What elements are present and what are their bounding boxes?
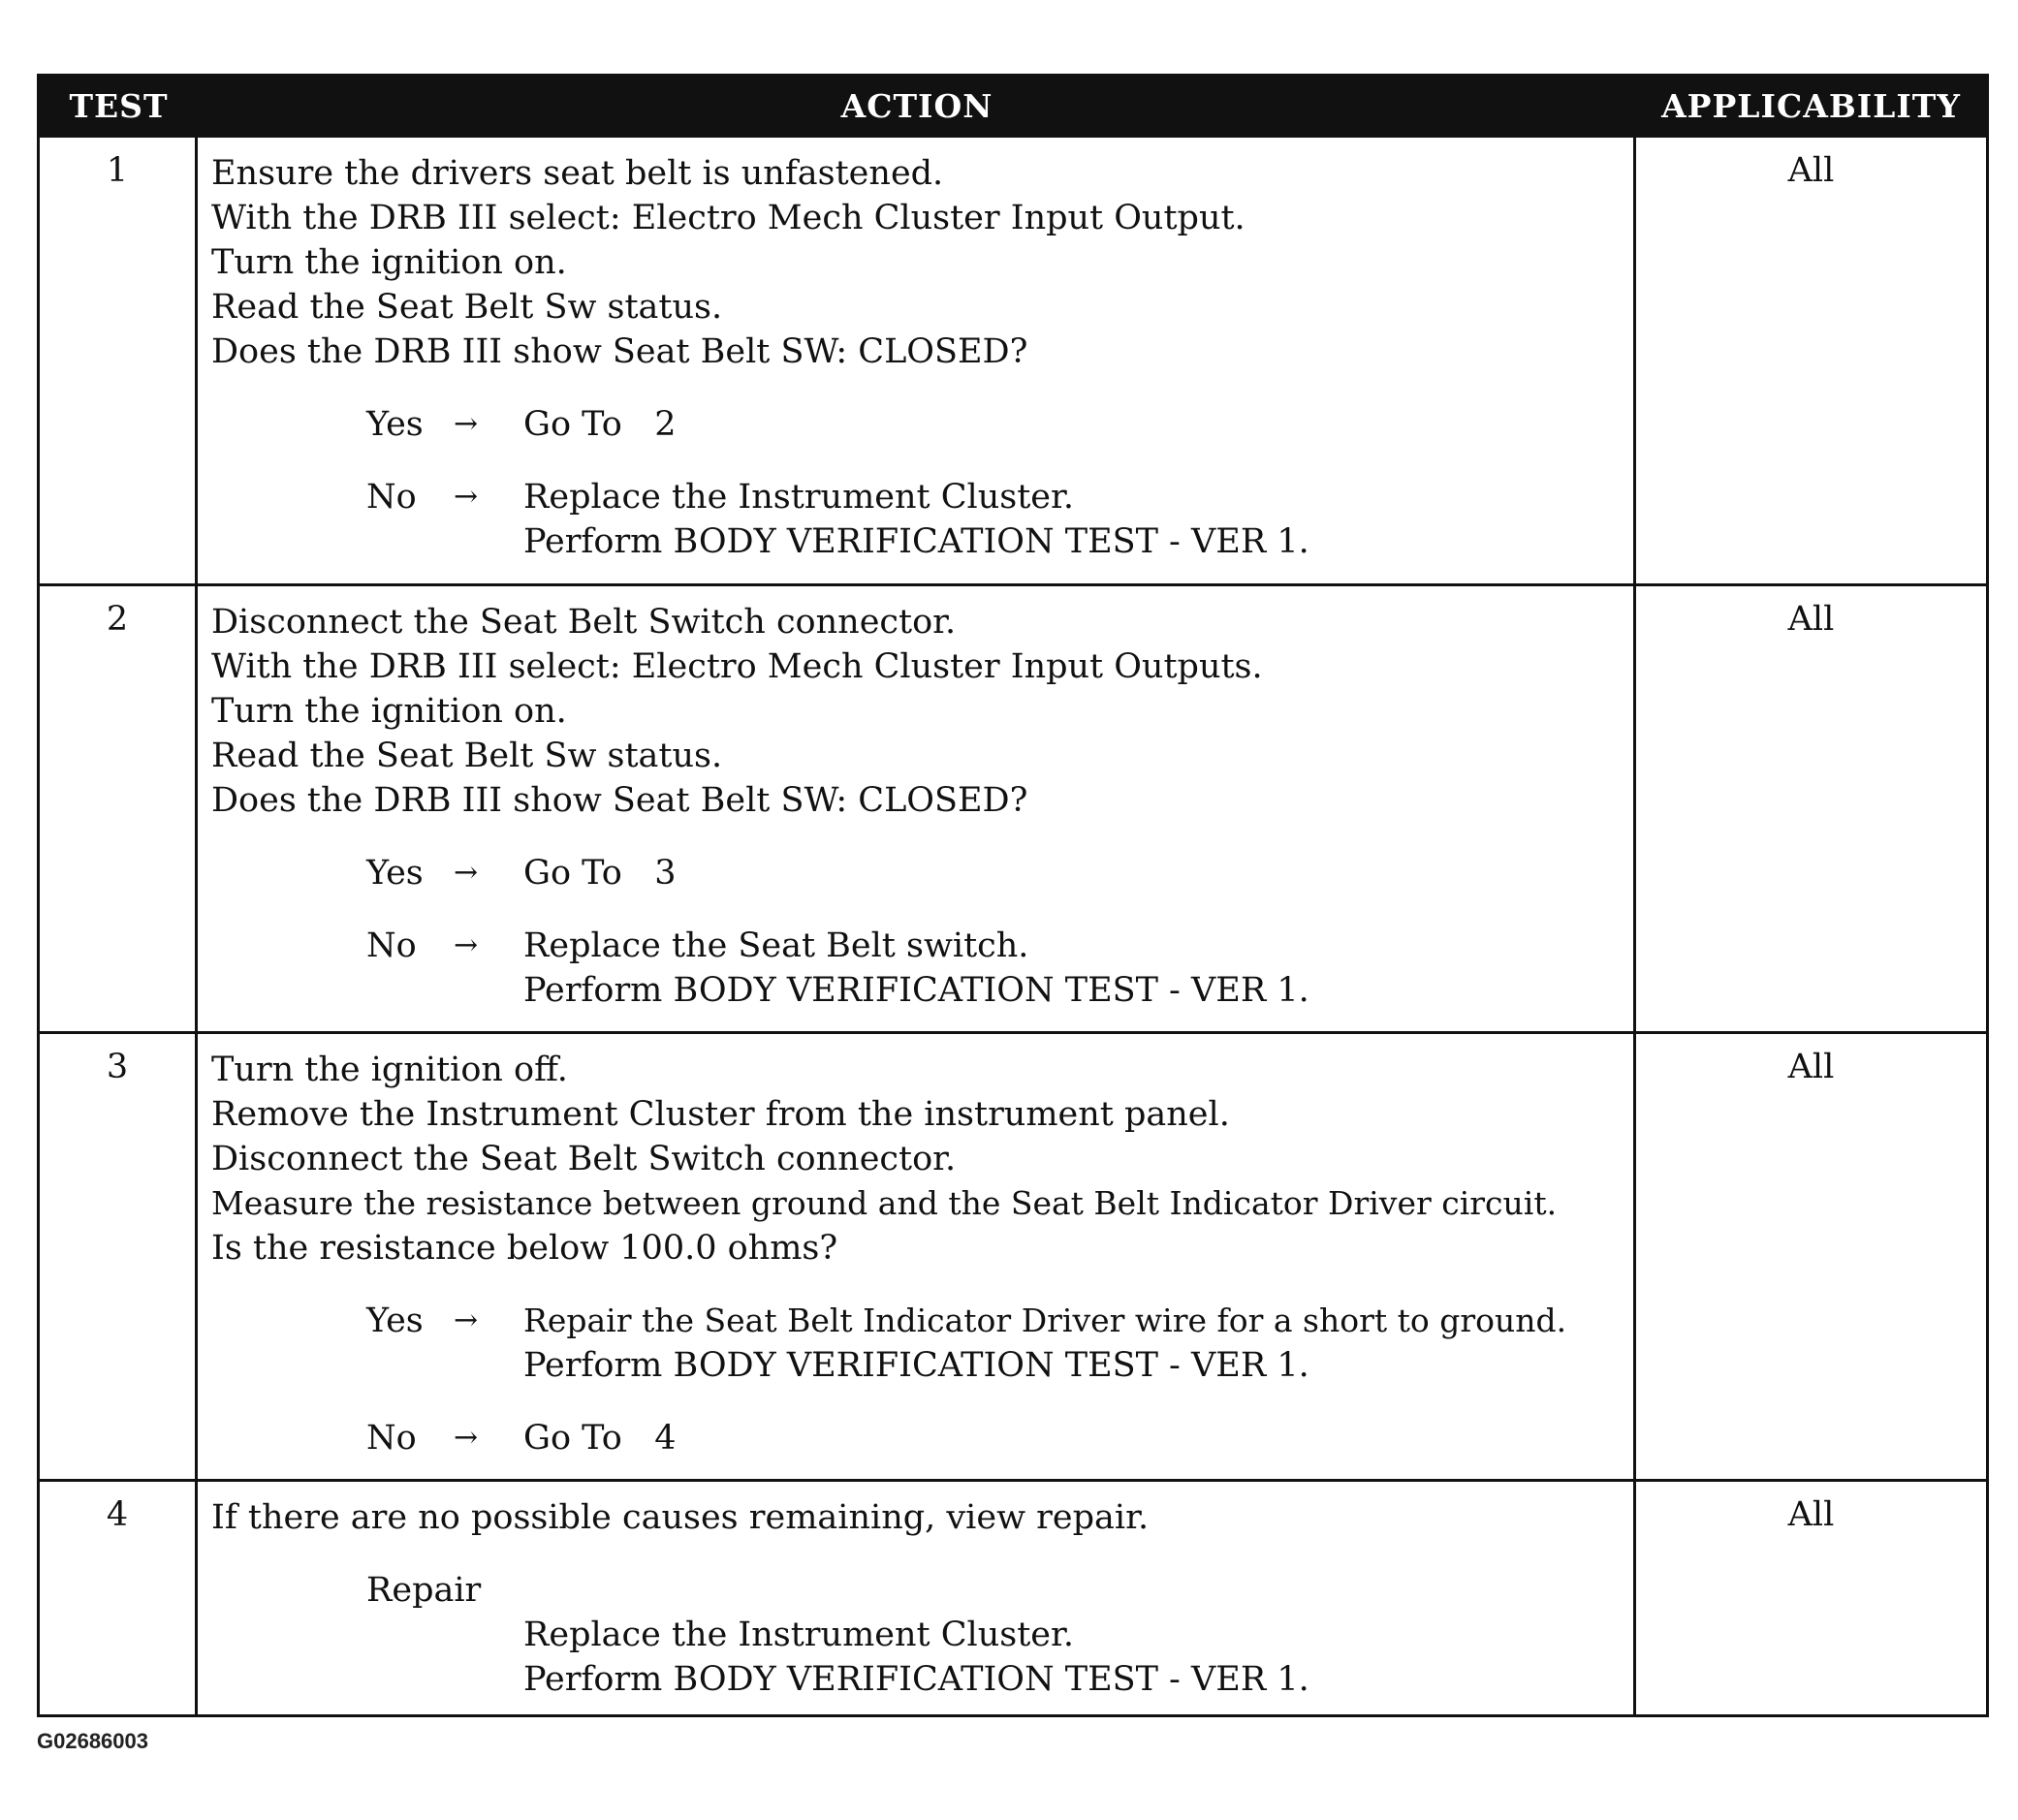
arrow-right-icon: → <box>454 856 479 890</box>
applicability-cell: All <box>1787 1048 1835 1086</box>
step-line: Measure the resistance between ground and the Seat Belt Indicator Driver circuit. <box>211 1184 1558 1222</box>
applicability-cell: All <box>1787 1495 1835 1534</box>
table-row <box>40 583 1986 1031</box>
test-number: 2 <box>40 586 198 1031</box>
step-line: Does the DRB III show Seat Belt SW: CLOSED? <box>211 781 1028 820</box>
step-line: Disconnect the Seat Belt Switch connector. <box>211 1140 957 1178</box>
table-row <box>40 1479 1986 1714</box>
no-result: Perform BODY VERIFICATION TEST - VER 1. <box>523 522 1309 561</box>
no-label: No <box>366 926 417 965</box>
yes-result: Repair the Seat Belt Indicator Driver wire for a short to ground. <box>523 1302 1567 1339</box>
repair-line: Replace the Instrument Cluster. <box>523 1616 1074 1654</box>
step-line: Turn the ignition on. <box>211 243 567 282</box>
step-line: If there are no possible causes remaining, view repair. <box>211 1498 1150 1537</box>
table-header <box>40 77 1986 135</box>
table-row <box>40 1031 1986 1479</box>
arrow-right-icon: → <box>454 407 479 441</box>
step-line: With the DRB III select: Electro Mech Cluster Input Output. <box>211 199 1245 237</box>
table-row <box>40 135 1986 583</box>
yes-result: Go To 2 <box>523 405 677 444</box>
yes-label: Yes <box>366 1302 424 1340</box>
applicability-cell: All <box>1787 151 1835 190</box>
arrow-right-icon: → <box>454 1421 479 1455</box>
action-cell <box>198 1482 1636 1714</box>
no-label: No <box>366 1419 417 1458</box>
yes-label: Yes <box>366 854 424 893</box>
no-result: Perform BODY VERIFICATION TEST - VER 1. <box>523 971 1309 1010</box>
header-action: ACTION <box>840 86 993 125</box>
no-result: Replace the Seat Belt switch. <box>523 926 1029 965</box>
yes-result: Go To 3 <box>523 854 677 893</box>
step-line: Read the Seat Belt Sw status. <box>211 737 723 775</box>
action-cell <box>198 1034 1636 1479</box>
step-line: Disconnect the Seat Belt Switch connector. <box>211 603 957 642</box>
no-outcome <box>211 1416 1633 1460</box>
header-test: TEST <box>69 86 169 125</box>
figure-id: G02686003 <box>37 1729 148 1753</box>
arrow-right-icon: → <box>454 480 479 514</box>
repair-label: Repair <box>366 1571 482 1610</box>
step-line: Is the resistance below 100.0 ohms? <box>211 1229 838 1268</box>
yes-outcome <box>211 402 1633 447</box>
yes-result: Perform BODY VERIFICATION TEST - VER 1. <box>523 1346 1309 1385</box>
step-line: Read the Seat Belt Sw status. <box>211 288 723 327</box>
step-line: Remove the Instrument Cluster from the instrument panel. <box>211 1095 1230 1134</box>
test-number: 1 <box>40 138 198 583</box>
yes-outcome <box>211 1299 1633 1388</box>
header-applicability: APPLICABILITY <box>1661 86 1961 125</box>
step-line: Ensure the drivers seat belt is unfastened. <box>211 154 944 193</box>
step-line: Does the DRB III show Seat Belt SW: CLOSED? <box>211 332 1028 371</box>
no-outcome <box>211 924 1633 1013</box>
test-number: 4 <box>40 1482 198 1714</box>
step-line: Turn the ignition on. <box>211 692 567 731</box>
test-number: 3 <box>40 1034 198 1479</box>
applicability-cell: All <box>1787 600 1835 639</box>
repair-instructions <box>523 1613 1633 1702</box>
no-outcome <box>211 475 1633 564</box>
action-cell <box>198 138 1636 583</box>
yes-label: Yes <box>366 405 424 444</box>
repair-line: Perform BODY VERIFICATION TEST - VER 1. <box>523 1660 1309 1699</box>
no-result: Replace the Instrument Cluster. <box>523 478 1074 517</box>
action-cell <box>198 586 1636 1031</box>
no-result: Go To 4 <box>523 1419 677 1458</box>
step-line: Turn the ignition off. <box>211 1051 568 1089</box>
yes-outcome <box>211 851 1633 895</box>
diagnostic-test-table <box>37 74 1989 1717</box>
arrow-right-icon: → <box>454 928 479 962</box>
arrow-right-icon: → <box>454 1303 479 1337</box>
no-label: No <box>366 478 417 517</box>
step-line: With the DRB III select: Electro Mech Cluster Input Outputs. <box>211 647 1263 686</box>
